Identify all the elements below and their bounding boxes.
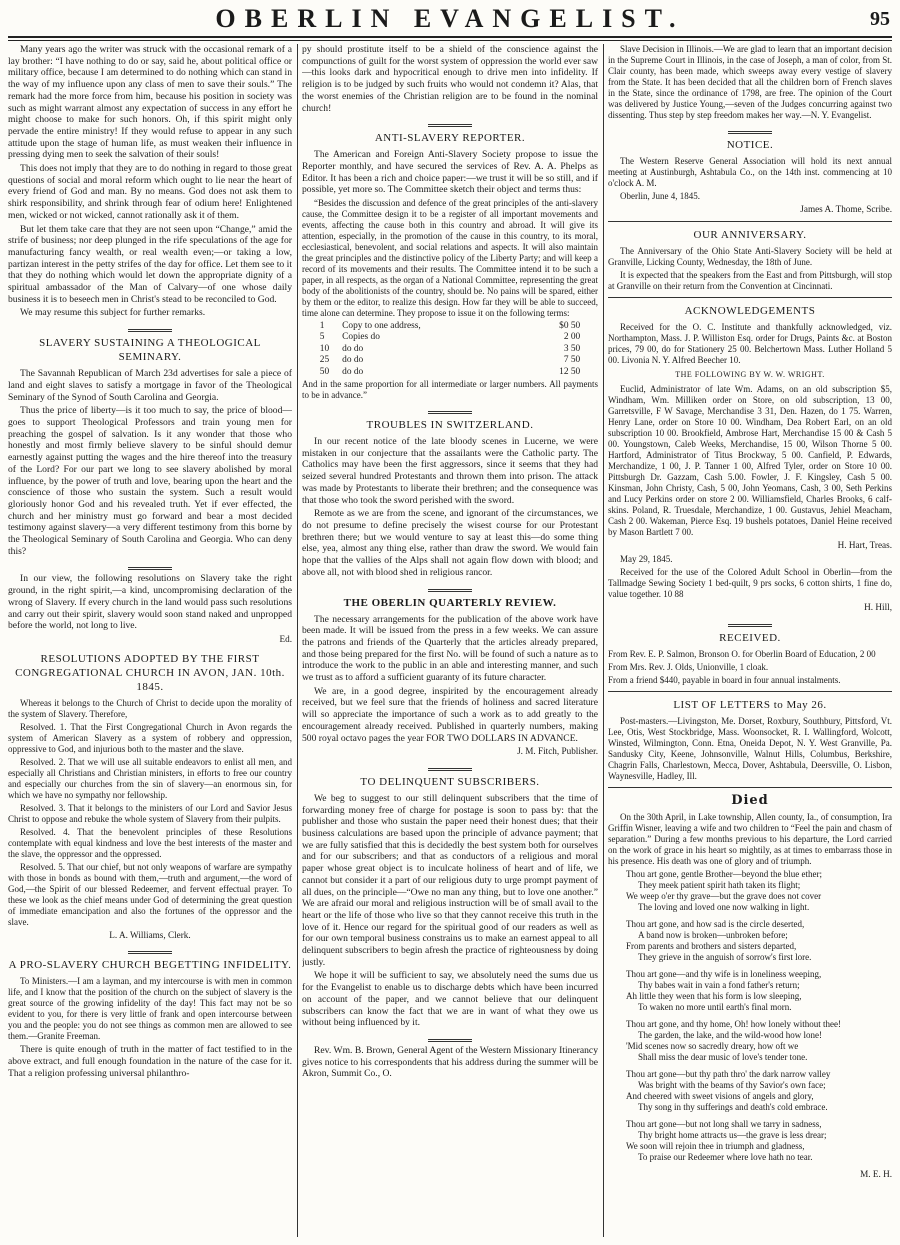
terms-price: 7 50	[563, 355, 581, 366]
resolution-paragraph: Resolved. 3. That it belongs to the ministers of our Lord and Savior Jesus Christ to oppose and rebuke the whole system of Slavery from their pulpits.	[8, 802, 292, 824]
notice-place-date: Oberlin, June 4, 1845.	[620, 191, 700, 201]
newspaper-title: OBERLIN EVANGELIST.	[215, 4, 685, 33]
terms-qty: 5	[319, 332, 325, 343]
masthead	[8, 4, 892, 34]
poem-line: Thy babes wait in vain a fond father's return;	[638, 980, 800, 991]
terms-label: Copies do	[342, 332, 380, 343]
poem-line: A band now is broken—unbroken before;	[638, 930, 788, 941]
article-heading-slavery-seminary: SLAVERY SUSTAINING A THEOLOGICAL SEMINARY.	[39, 337, 261, 364]
article-paragraph: We beg to suggest to our still delinquent subscribers that the time of forwarding money free of charge for postage is soon to pass by: that the publisher and those who sustain the paper need their honest dues; that their business calculations are based upon the principle of advance payment; that we are fully satisfied that this is decidedly the best system both for ourselves and for our subscribers; and that as conductors of a religious and moral paper whose great object is to inculcate holiness of heart and of life, we cannot but consider it a part of our religious duty to urge prompt payment of all dues, on the principle—“Owe no man any thing, but to love one another.” We are afraid our moral and religious instruction will be of small avail to the heart or the life of those who live so that they cannot receive this truth in the love of it. Hence our regard for the spiritual good of our readers as well as for our own temporal business constrains us to make an earnest appeal to all delinquent subscribers to begin afresh the practice of righteousness by doing justly.	[302, 792, 598, 968]
article-paragraph: Remote as we are from the scene, and ignorant of the circumstances, we do not presume to define precisely the wisest course for our Protestant brethren there; but we would venture to say at least this—do some thing else, yea, almost any thing else, rather than draw the sword. We would fain hope that the vallies of the Alps shall not again flow down with blood; and above all, not with blood shed in religious rancor.	[302, 508, 598, 578]
article-paragraph: “Besides the discussion and defence of the great principles of the anti-slavery cause, the Committee design it to be a register of all important movements and events, affecting the cause both in this country and abroad. It will give its attention, especially, in the promotion of the cause in this country, to its moral, ecclesiastical, benevolent, and social relations and aspects. It will also maintain the great principles and the distinctive policy of the Liberty Party; and will keep a record of its movements and their results. The Committee intend it to be such a paper, in all respects, as the organ of a National Committee, representing the great body of the abolitionists of the country, should be. No pains will be spared, either by them or the editor, to realize this design. How far they will be able to succeed, time alone can determine. They propose to issue it on the following terms:	[302, 198, 598, 319]
poem-stanza	[626, 869, 892, 913]
poem-line: Thou art gone, gentle Brother—beyond the blue ether;	[626, 869, 822, 880]
poem-line: Thou art gone—and thy wife is in loneliness weeping,	[626, 969, 822, 980]
article-paragraph: To Ministers.—I am a layman, and my intercourse is with men in common life, and I know that the position of the church on the subject of slavery is the great source of the growing infidelity of the day! This fact may not be so evident to you, for there is very little of frank and open intercourse between you and the people: you do not see things as common men are allowed to see them.—Granite Freeman.	[8, 976, 292, 1042]
ornament-divider	[302, 584, 598, 590]
received-line: From a friend $440, payable in board in four annual instalments.	[608, 675, 841, 686]
terms-label: do do	[342, 366, 364, 377]
article-paragraph: We may resume this subject for further remarks.	[20, 307, 206, 319]
ornament-divider	[8, 324, 292, 330]
poem-line: From parents and brothers and sisters departed,	[626, 941, 797, 952]
poem-line: The garden, the lake, and the wild-wood how lone!	[638, 1030, 822, 1041]
article-paragraph: In our view, the following resolutions on Slavery take the right ground, in the right spirit,—a kind, uncompromising declaration of the wrong of Slavery. If every church in the land would pass such resolutions and carry out their spirit, slavery would soon stand naked and unpropped before the world, not long to live.	[8, 573, 292, 632]
article-paragraph: Received for the use of the Colored Adult School in Oberlin—from the Tallmadge Sewing Society 1 bed-quilt, 9 prs socks, 6 cotton shirts, 1 fine do, value together. 10 88	[608, 567, 892, 600]
terms-qty: 10	[319, 343, 330, 354]
article-heading-quarterly-review: THE OBERLIN QUARTERLY REVIEW.	[343, 596, 557, 609]
poem-line: 'Mid scenes now so sacredly dreary, how oft we	[626, 1041, 799, 1052]
obituary-poem	[608, 869, 892, 1163]
column-1	[8, 44, 292, 1237]
terms-qty: 25	[319, 355, 330, 366]
poem-line: Thy bright home attracts us—the grave is less drear;	[638, 1130, 827, 1141]
article-paragraph: Post-masters.—Livingston, Me. Dorset, Roxbury, Southbury, Pittsford, Vt. Lee, Otis, West Stockbridge, Mass. Woonsocket, R. I. Wallingford, Wolcott, Winsted, Wilmington, Conn. Etna, Oneida Depot, N. Y. West Granville, Pa. Sandusky City, Keene, Johnsonville, Walnut Hills, Columbus, Berkshire, Chagrin Falls, Charlestown, Mecca, Dover, Ashtabula, Deersville, O. Lisbon, Waynesville, Hadley, Ill.	[608, 716, 892, 782]
acknowledgements-heading: ACKNOWLEDGEMENTS	[684, 304, 816, 317]
article-paragraph: Received for the O. C. Institute and thankfully acknowledged, viz. Northampton, Mass. J. P. Williston Esq. order for Drugs, Paints &c. at Boston prices, 79 00, do for Stationery 25 00. Belchertown Mass. Luther Holland 5 00. Livonia N. Y. Alfred Beecher 10.	[608, 321, 892, 365]
letters-heading: LIST OF LETTERS to May 26.	[673, 699, 827, 712]
article-paragraph: The Anniversary of the Ohio State Anti-Slavery Society will be held at Granville, Licking County, Wednesday, the 18th of June.	[608, 245, 892, 267]
poem-stanza	[626, 1069, 892, 1113]
table-row	[320, 344, 580, 355]
rule-divider	[608, 221, 892, 222]
article-paragraph: Rev. Wm. B. Brown, General Agent of the Western Missionary Itinerancy gives notice to his correspondents that his address during the summer will be Akron, Summit Co., O.	[302, 1045, 598, 1080]
obituary-paragraph: On the 30th April, in Lake township, Allen county, Ia., of consumption, Ira Griffin Wisner, leaving a wife and two children to “Feel the pain and chasm of separation.” During a few months previous to his departure, the Lord carried on the work of grace in his heart so mightily, as at times to embarrass those in his presence. His death was one of glory and of triumph.	[608, 812, 892, 867]
article-heading-resolutions: RESOLUTIONS ADOPTED BY THE FIRST CONGREGATIONAL CHURCH IN AVON, JAN. 10th. 1845.	[15, 652, 285, 693]
poem-line: They grieve in the anguish of sorrow's first lore.	[638, 952, 812, 963]
article-heading-delinquent: TO DELINQUENT SUBSCRIBERS.	[360, 775, 540, 788]
notice-paragraph: The Western Reserve General Association will hold its next annual meeting at Austinburgh, Ashtabula Co., on the 14th inst. commencing at 10 o'clock A. M.	[608, 156, 892, 188]
table-row	[320, 321, 580, 332]
ornament-divider	[8, 562, 292, 568]
ornament-divider	[302, 1034, 598, 1040]
column-2	[302, 44, 598, 1237]
poem-line: To praise our Redeemer where love hath no tear.	[638, 1152, 813, 1163]
poem-stanza	[626, 1119, 892, 1163]
article-heading-anti-slavery-reporter: ANTI-SLAVERY REPORTER.	[374, 132, 526, 145]
article-paragraph: And in the same proportion for all intermediate or larger numbers. All payments to be in advance.”	[302, 379, 598, 401]
rule-divider	[608, 787, 892, 788]
publisher-signature: J. M. Fitch, Publisher.	[517, 746, 598, 757]
ornament-divider	[302, 406, 598, 412]
received-line: From Rev. E. P. Salmon, Bronson O. for Oberlin Board of Education, 2 00	[608, 649, 876, 660]
poem-line: To waken no more until earth's final morn.	[638, 1002, 792, 1013]
page-number: 95	[870, 8, 890, 30]
anniversary-heading: OUR ANNIVERSARY.	[693, 228, 807, 241]
poem-line: The loving and loved one now walking in light.	[638, 902, 810, 913]
poem-line: They meek patient spirit hath taken its flight;	[638, 880, 801, 891]
article-paragraph: Euclid, Administrator of late Wm. Adams, on an old subscription $5, Windham, Wm. Milliken order on Store, on old subscription, 13 00, Garretsville, F W Savage, Merchandise 3 31, Den. Hazen, do 1 75. Warren, Henry Lane, order on Store 10 00. Windham, Dea Robert Earl, on an old subscription 10 00. Brookfield, Ambrose Hart, Merchandise 15 00 & Cash 5 00. Youngstown, Caleb Weeks, Merchandise, 15 00, Wilson Thorne 5 00. Hartford, Administrator of Titus Brockway, 5 00. Canfield, P. Edwards, Merchandize, 1 00, J. P. Tanner 1 00, Alfred Tyler, order on Store 10 00. Pittsburgh Dr. Gazzam, Cash 5.00. Fowler, J. F. Kingsley, Cash 5 00. Kinsman, John Christy, Cash, 5 00, John Yeomans, Cash, 3 00, Seth Perkins and Lucy Perkins order on store 2 00. Williamsfield, Charles Brooks, 6 calf-skins. Poland, R. Truesdale, Merchandize, 1 00. Gustavus, Jehiel Meacham, Cash 2 00. Wakeman, Pierce Esq. 19 bushels potatoes, Daniel Heine received by Mason Bartlett 7 00.	[608, 383, 892, 537]
column-3	[608, 44, 892, 1237]
terms-qty: 1	[319, 321, 325, 332]
article-paragraph: Many years ago the writer was struck with the occasional remark of a lay brother: “I have nothing to do or say, said he, about political office or military office, because I am determined to do nothing which can stand in the way of my influence upon any class of men to save their souls.” The remark had the more force from him, because his position in society was such as might warrant almost any expectation of success in any effort he might choose to make for such honors. Oh, if this spirit might only pervade the entire ministry! If they would refuse to appear in any such attitude upon the stage of human life, as must weaken their influence in pressing dying men to seek the salvation of their souls!	[8, 44, 292, 161]
terms-price: 2 00	[563, 332, 581, 343]
poem-line: Thy song in thy sufferings and death's cold embrace.	[638, 1102, 828, 1113]
subscription-terms-table	[320, 321, 580, 378]
article-paragraph: It is expected that the speakers from the East and from Pittsburgh, will stop at Granville on their return from the Convention at Cincinnati.	[608, 269, 892, 291]
ornament-divider	[608, 619, 892, 625]
resolution-paragraph: Whereas it belongs to the Church of Christ to decide upon the morality of the system of Slavery. Therefore,	[8, 697, 292, 719]
article-paragraph: There is quite enough of truth in the matter of fact testified to in the above extract, and full enough foundation in the nature of the case for it. That a religion professing universal philanthro-	[8, 1044, 292, 1079]
article-heading-pro-slavery: A PRO-SLAVERY CHURCH BEGETTING INFIDELITY.	[8, 959, 292, 972]
ornament-divider	[302, 763, 598, 769]
hill-signature: H. Hill,	[864, 602, 892, 613]
resolution-paragraph: Resolved. 5. That our chief, but not only weapons of warfare are sympathy with those in bonds as bound with them,—truth and argument,—the word of God,—the Spirit of our blessed Redeemer, and fervent effectual prayer. To these we look as the chief means under God of determining the great question of immediate emancipation and also the fortunes of the oppressor and the slave.	[8, 861, 292, 927]
article-paragraph: The necessary arrangements for the publication of the above work have been made. It will be issued from the press in a few weeks. We can assure the patrons and friends of the Quarterly that the articles already prepared, and those being prepared for the first No. will be found of such a nature as to introduce the work to the public in an able and interesting manner, and such we trust as to afford a sufficient guaranty of its future character.	[302, 613, 598, 684]
terms-label: do do	[342, 355, 364, 366]
poem-line: Thou art gone—but not long shall we tarry in sadness,	[626, 1119, 822, 1130]
treasurer-signature: H. Hart, Treas.	[837, 539, 892, 550]
poem-line: Was bright with the beams of thy Savior's own face;	[638, 1080, 826, 1091]
poem-signature: M. E. H.	[860, 1169, 892, 1180]
article-paragraph: Slave Decision in Illinois.—We are glad to learn that an important decision in the Supreme Court in Illinois, in the case of Joseph, a man of color, from St. Clair county, has been made, which sweeps away every vestige of slavery from the State. It has been decided that all the children born of French slaves in the State, since the ordinance of 1798, are free. The opinion of the Court was delivered by Justice Young,—seven of the Judges concurring against two dissenting. Thus step by step freedom makes her way.—N. Y. Evangelist.	[608, 44, 892, 120]
poem-line: Shall miss the dear music of love's tender tone.	[638, 1052, 808, 1063]
article-paragraph: This does not imply that they are to do nothing in regard to those great questions of social and moral reform which ought to lie near the heart of every friend of God and man. By no means. God does not ask them to shirk responsibility, and shrink through fear of odium here! Enlightened men, wicked or not wicked, cannot rationally ask it of them.	[8, 163, 292, 221]
poem-line: Ah little they ween that his form is low sleeping,	[626, 991, 802, 1002]
article-paragraph: We hope it will be sufficient to say, we absolutely need the sums due us for the Evangelist to enable us to discharge debts which have been incurred on account of the paper, and we cannot believe that our delinquent subscribers can know the fact that we are in want of what they owe us without being influenced by it.	[302, 970, 598, 1029]
poem-line: Thou art gone—but thy path thro' the dark narrow valley	[626, 1069, 831, 1080]
poem-line: Thou art gone, and thy home, Oh! how lonely without thee!	[626, 1019, 841, 1030]
received-line: From Mrs. Rev. J. Olds, Unionville, 1 cloak.	[608, 662, 769, 673]
article-paragraph: py should prostitute itself to be a shield of the conscience against the compunctions of guilt for the worst system of oppression the world ever saw—this looks dark and hypocritical enough to drive men into infidelity. If religion is to be judged by such fruits who would not condemn it? Alas, that the worst enemies of the Christian religion are to be found in the nominal church!	[302, 44, 598, 114]
poem-stanza	[626, 969, 892, 1013]
clerk-signature: L. A. Williams, Clerk.	[109, 929, 191, 940]
table-row	[320, 355, 580, 366]
resolution-paragraph: Resolved. 4. That the benevolent principles of these Resolutions contemplate with equal kindness and love the best interests of the master and the slave, the oppressor and the oppressed.	[8, 826, 292, 859]
article-paragraph: We are, in a good degree, inspirited by the encouragement already received, but we feel sure that the friends of holiness and sacred literature will so appreciate the importance of such a work as to add greatly to the encouragement already received. Published in quarterly numbers, making 500 royal octavo pages the year FOR TWO DOLLARS IN ADVANCE.	[302, 685, 598, 744]
ornament-divider	[302, 119, 598, 125]
article-paragraph: In our recent notice of the late bloody scenes in Lucerne, we were mistaken in our conjecture that the assailants were the Catholic party. The Catholics may have been the first aggressors, since it seems that they had seized several hundred Protestants and thrown them into prison. The attack was made by Protestants to liberate their brethren; and the consequence was that those who took the sword perished with the sword.	[302, 436, 598, 506]
terms-qty: 50	[319, 366, 330, 377]
acknowledgements-date: May 29, 1845.	[620, 554, 673, 565]
terms-price: 12 50	[559, 366, 581, 377]
article-paragraph: Thus the price of liberty—is it too much to say, the price of blood—goes to support Theological Professors and train young men for preaching the gospel of salvation. Is it any wonder that those who honestly and most firmly believe slavery to be sinful should demur earnestly against putting the wages and the hire thereof into the treasury of the Lord? For our part we long to see slavery abolished by moral influence, by the power of truth and love, bearing upon the heart and the conscience of those who sustain the system. Such a result would gloriously honor God and his revealed truth. Yet if ever effected, the church and her ministry must go forward and bear a most decided testimony against slavery—a very different testimony from this borne by the Theological Seminary of South Carolina and Georgia. Who can deny this?	[8, 405, 292, 557]
terms-label: Copy to one address,	[342, 321, 421, 332]
terms-price: 3 50	[563, 343, 581, 354]
acknowledgements-subheading: THE FOLLOWING BY W. W. WRIGHT.	[675, 369, 825, 379]
masthead-rule-thin	[8, 40, 892, 41]
masthead-rule-thick	[8, 36, 892, 38]
scribe-signature: James A. Thome, Scribe.	[800, 204, 892, 214]
ornament-divider	[8, 946, 292, 952]
resolution-paragraph: Resolved. 1. That the First Congregational Church in Avon regards the system of American Slavery as a system of robbery and oppression, oppressive to God, and injurious both to the master and the slave.	[8, 721, 292, 754]
article-heading-switzerland: TROUBLES IN SWITZERLAND.	[366, 419, 534, 432]
column-divider	[297, 44, 298, 1237]
rule-divider	[608, 691, 892, 692]
column-divider	[603, 44, 604, 1237]
poem-stanza	[626, 919, 892, 963]
poem-stanza	[626, 1019, 892, 1063]
article-paragraph: The Savannah Republican of March 23d advertises for sale a piece of land and eight slaves to satisfy a mortgage in favor of the Theological Seminary of the Synod of South Carolina and Georgia.	[8, 368, 292, 403]
notice-heading: NOTICE.	[726, 139, 774, 151]
died-heading: Died	[731, 793, 769, 809]
ornament-divider	[608, 126, 892, 132]
editor-signature: Ed.	[279, 633, 292, 644]
received-heading: RECEIVED.	[719, 632, 781, 645]
resolution-paragraph: Resolved. 2. That we will use all suitable endeavors to enlist all men, and especially all Christians and Christian ministers, in efforts to free our country and especially our churches from the sin of slavery—an enormous sin, for which we have no sympathy nor fellowship.	[8, 756, 292, 800]
article-paragraph: The American and Foreign Anti-Slavery Society propose to issue the Reporter monthly, and have secured the services of Rev. A. A. Phelps as Editor. It has been a rich and choice paper:—we trust it will be so still, and if possible, yet more so. The Committee sketch their object and terms thus:	[302, 149, 598, 196]
terms-label: do do	[342, 343, 364, 354]
table-row	[320, 332, 580, 343]
terms-price: $0 50	[559, 321, 581, 332]
article-paragraph: But let them take care that they are not seen upon “Change,” amid the strife of business; nor deep plunged in the rife speculations of the age for manufacturing fancy wealth, or real wealth even;—or taking a low, partizan interest in the petty strifes of the day for office. Let them see to it that they do nothing which would let down the appropriate dignity of a spiritual ambassador of the Man of Calvary—of one whose daily business it is to beseech men in Christ's stead to be reconciled to God.	[8, 223, 292, 305]
table-row	[320, 367, 580, 378]
rule-divider	[608, 297, 892, 298]
poem-line: Thou art gone, and how sad is the circle deserted,	[626, 919, 805, 930]
poem-line: We soon will rejoin thee in triumph and gladness,	[626, 1141, 805, 1152]
poem-line: We weep o'er thy grave—but the grave does not cover	[626, 891, 822, 902]
poem-line: And cheered with sweet visions of angels and glory,	[626, 1091, 814, 1102]
